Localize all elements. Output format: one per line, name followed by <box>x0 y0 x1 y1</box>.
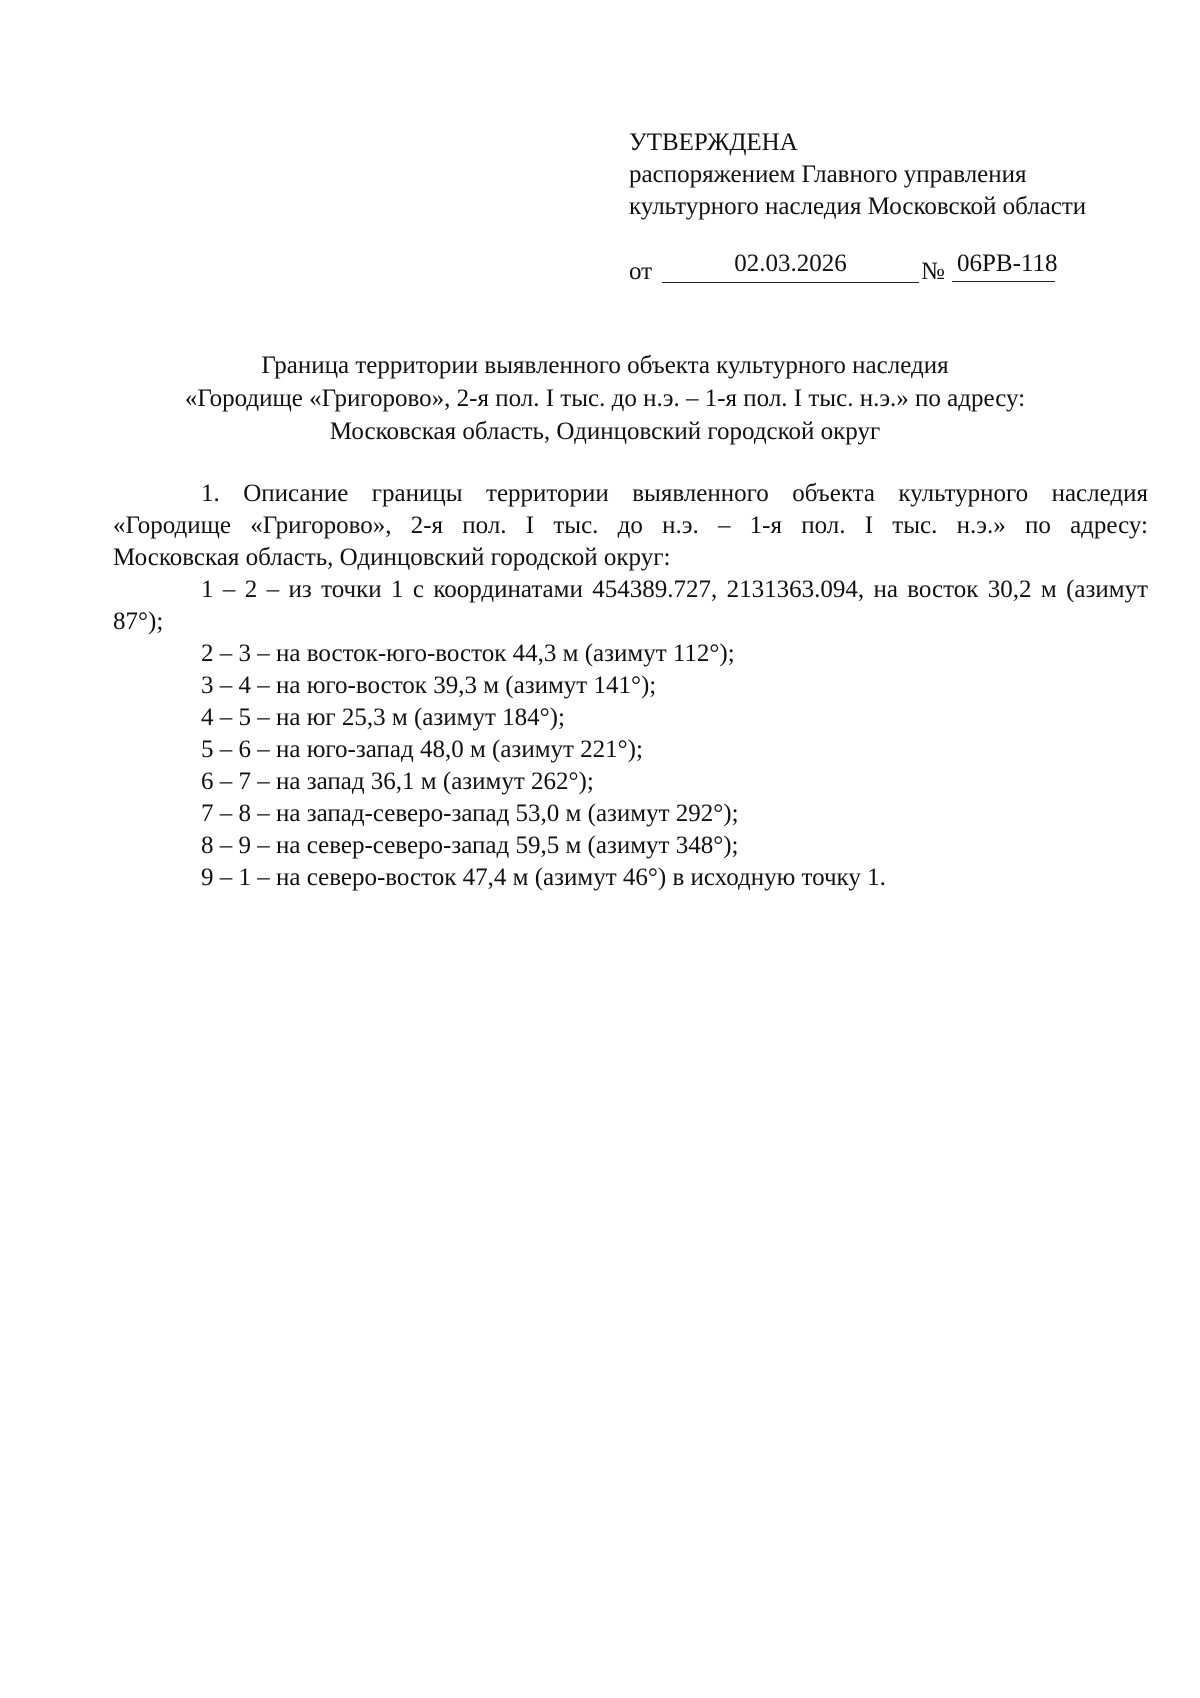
heading-line: Граница территории выявленного объекта культурного наследия <box>261 352 949 379</box>
approval-authority-line: распоряжением Главного управления <box>629 161 1027 188</box>
approval-number: 06РВ-118 <box>952 248 1055 282</box>
approval-title: УТВЕРЖДЕНА <box>629 129 798 156</box>
boundary-segment: 8 – 9 – на север-северо-запад 59,5 м (азимут 348°); <box>201 832 739 859</box>
heading-line: Московская область, Одинцовский городской округ <box>329 418 881 445</box>
boundary-segment: 4 – 5 – на юг 25,3 м (азимут 184°); <box>201 704 565 731</box>
approval-date: 02.03.2026 <box>662 248 919 283</box>
approval-stamp <box>629 127 1086 223</box>
boundary-segment: 7 – 8 – на запад-северо-запад 53,0 м (азимут 292°); <box>201 800 739 827</box>
approval-authority-line: культурного наследия Московской области <box>629 193 1087 220</box>
boundary-segment: 5 – 6 – на юго-запад 48,0 м (азимут 221°); <box>201 736 643 763</box>
section-1-row: «Городище «Григорово», 2-я пол. I тыс. до н.э. – 1-я пол. I тыс. н.э.» по адресу: <box>113 512 1148 539</box>
boundary-segment: 1 – 2 – из точки 1 с координатами 454389.727, 2131363.094, на восток 30,2 м (азимут 87°); <box>113 576 1148 635</box>
document-heading <box>110 349 1100 448</box>
boundary-segment: 6 – 7 – на запад 36,1 м (азимут 262°); <box>201 768 594 795</box>
boundary-segment: 3 – 4 – на юго-восток 39,3 м (азимут 141°); <box>201 672 657 699</box>
date-prefix: от <box>629 258 653 285</box>
boundary-segments-list <box>113 574 1148 894</box>
boundary-segment: 2 – 3 – на восток-юго-восток 44,3 м (азимут 112°); <box>201 640 735 667</box>
heading-line: «Городище «Григорово», 2-я пол. I тыс. до н.э. – 1-я пол. I тыс. н.э.» по адресу: <box>184 385 1026 412</box>
section-1-row: 1. Описание границы территории выявленного объекта культурного наследия <box>201 480 1148 507</box>
section-1-row: Московская область, Одинцовский городской округ: <box>113 544 671 571</box>
number-prefix: № <box>921 258 945 285</box>
section-1-description <box>113 478 1148 574</box>
boundary-segment: 9 – 1 – на северо-восток 47,4 м (азимут 46°) в исходную точку 1. <box>201 864 886 891</box>
document-body <box>113 478 1148 894</box>
